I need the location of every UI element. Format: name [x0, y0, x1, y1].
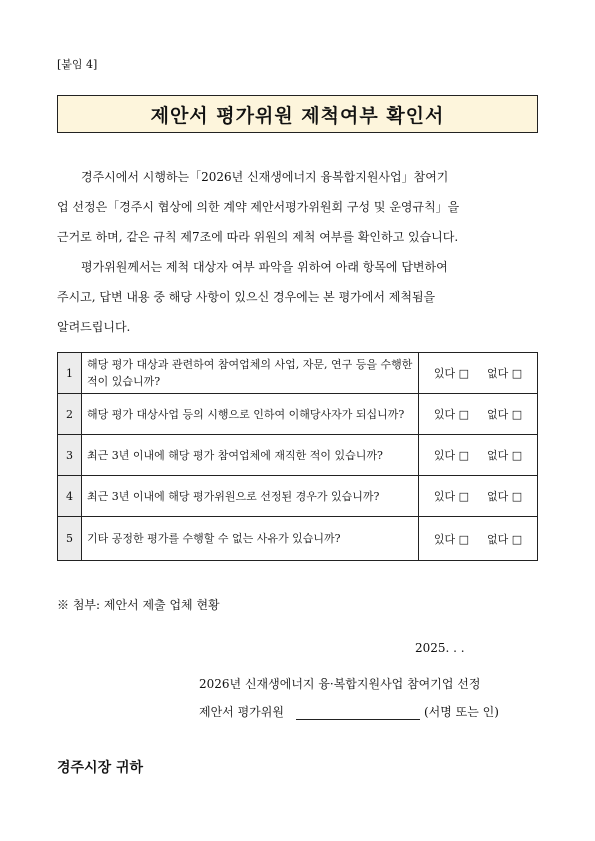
intro-line: 근거로 하며, 같은 규칙 제7조에 따라 위원의 제척 여부를 확인하고 있습니다.	[57, 230, 459, 244]
intro-line: 경주시에서 시행하는「2026년 신재생에너지 융복합지원사업」참여기	[81, 170, 449, 184]
no-checkbox[interactable]: 없다 □	[487, 449, 523, 462]
no-checkbox[interactable]: 없다 □	[487, 532, 523, 546]
document-title: 제안서 평가위원 제척여부 확인서	[150, 104, 445, 127]
row-number: 1	[58, 353, 82, 394]
yes-checkbox[interactable]: 있다 □	[433, 408, 469, 421]
exclusion-checklist-table	[57, 352, 538, 561]
answer-options	[419, 394, 538, 435]
attachment-note: ※ 첨부: 제안서 제출 업체 현황	[57, 598, 220, 612]
request-line: 알려드립니다.	[57, 320, 131, 334]
answer-options	[419, 353, 538, 394]
row-number: 2	[58, 394, 82, 435]
no-checkbox[interactable]: 없다 □	[487, 408, 523, 421]
table-row	[58, 353, 538, 394]
yes-checkbox[interactable]: 있다 □	[433, 532, 469, 546]
request-line: 평가위원께서는 제척 대상자 여부 파악을 위하여 아래 항목에 답변하여	[81, 260, 448, 274]
signature-field[interactable]	[296, 706, 420, 720]
answer-options	[419, 435, 538, 476]
table-row	[58, 476, 538, 517]
row-number: 4	[58, 476, 82, 517]
yes-checkbox[interactable]: 있다 □	[433, 449, 469, 462]
document-title-box	[57, 95, 538, 133]
signature-suffix: (서명 또는 인)	[423, 705, 499, 719]
signature-line	[199, 703, 499, 720]
question-text: 해당 평가 대상사업 등의 시행으로 인하여 이해당사자가 되십니까?	[82, 394, 419, 435]
row-number: 5	[58, 517, 82, 561]
table-row	[58, 517, 538, 561]
row-number: 3	[58, 435, 82, 476]
question-text: 해당 평가 대상과 관련하여 참여업체의 사업, 자문, 연구 등을 수행한 적이 있습니까?	[82, 353, 419, 394]
no-checkbox[interactable]: 없다 □	[487, 490, 523, 503]
role-label: 제안서 평가위원	[199, 705, 284, 719]
question-text: 최근 3년 이내에 해당 평가위원으로 선정된 경우가 있습니까?	[82, 476, 419, 517]
answer-options	[419, 476, 538, 517]
table-row	[58, 394, 538, 435]
attachment-label: [붙임 4]	[57, 58, 98, 71]
yes-checkbox[interactable]: 있다 □	[433, 367, 469, 380]
answer-options	[419, 517, 538, 561]
request-line: 주시고, 답변 내용 중 해당 사항이 있으신 경우에는 본 평가에서 제척됨을	[57, 290, 436, 304]
table-row	[58, 435, 538, 476]
request-paragraph	[57, 252, 538, 342]
recipient: 경주시장 귀하	[57, 760, 144, 776]
date-line: 2025. . .	[415, 641, 465, 655]
intro-paragraph	[57, 162, 538, 252]
yes-checkbox[interactable]: 있다 □	[433, 490, 469, 503]
question-text: 기타 공정한 평가를 수행할 수 없는 사유가 있습니까?	[82, 517, 419, 561]
intro-line: 업 선정은「경주시 협상에 의한 계약 제안서평가위원회 구성 및 운영규칙」을	[57, 200, 460, 214]
signature-org-line: 2026년 신재생에너지 융·복합지원사업 참여기업 선정	[199, 677, 481, 691]
question-text: 최근 3년 이내에 해당 평가 참여업체에 재직한 적이 있습니까?	[82, 435, 419, 476]
no-checkbox[interactable]: 없다 □	[487, 367, 523, 380]
